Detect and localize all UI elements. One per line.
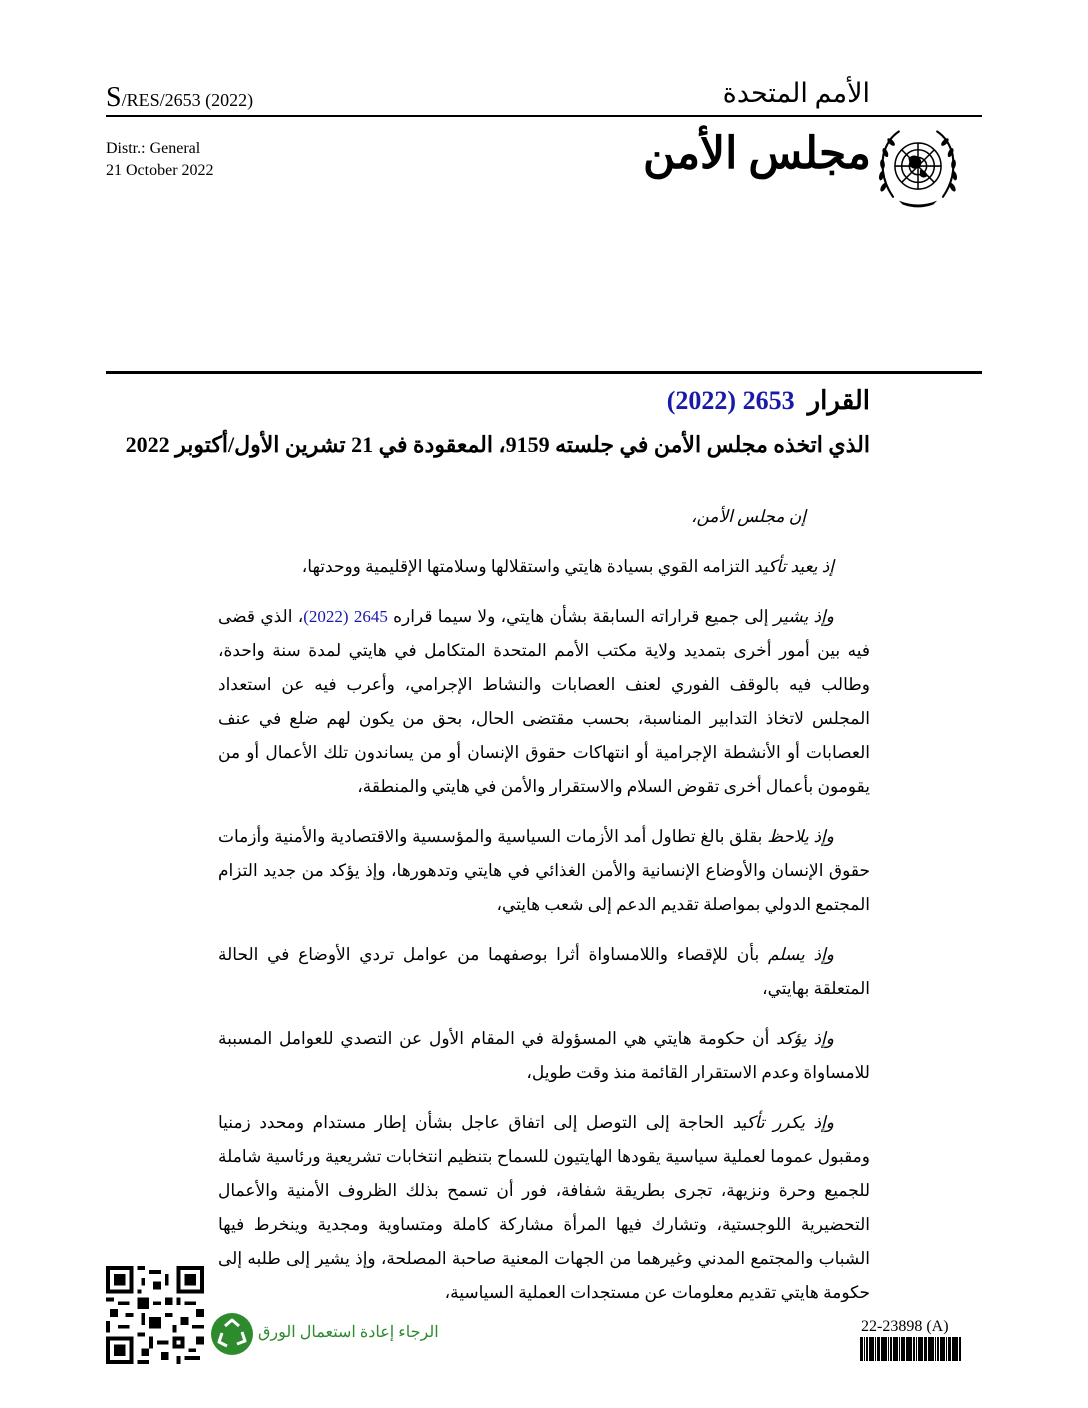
paragraph-text: التزامه القوي بسيادة هايتي واستقلالها وسلامتها الإقليمية ووحدتها، [301,557,755,576]
barcode-icon [860,1337,976,1361]
preamble-paragraph [218,820,870,922]
resolution-title-word: القرار [807,386,870,415]
un-emblem-icon [870,120,966,216]
organization-name: الأمم المتحدة [722,78,870,108]
council-name: مجلس الأمن [642,129,871,178]
document-symbol-rest: /RES/2653 (2022) [121,90,254,110]
section-rule [106,371,982,374]
paragraph-lead: وإذ يلاحظ [767,827,834,846]
paragraph-lead: وإذ يكرر تأكيد [732,1113,834,1132]
document-symbol-prefix: S [106,82,122,113]
resolution-link[interactable]: 2645 (2022) [303,607,388,626]
preamble-paragraph [218,1106,870,1310]
paragraph-lead: إذ يعيد تأكيد [754,557,834,576]
recycle-icon [210,1312,254,1356]
preamble-paragraph [218,938,870,1006]
header-rule [106,115,982,117]
preamble-paragraph [218,600,870,804]
paragraph-text: بقلق بالغ تطاول أمد الأزمات السياسية والمؤسسية والاقتصادية والأمنية وأزمات حقوق الإنسان والأوضاع الإنسانية والأمن الغذائي في هايتي وتدهورها، وإذ يؤكد من جديد التزام المجتمع الدولي بمواصلة تقديم الدعم إلى شعب هايتي، [218,827,870,914]
preamble-paragraph [218,1022,870,1090]
paragraph-lead: وإذ يسلم [767,945,835,964]
distribution-label: Distr.: General [106,140,201,157]
paragraph-text: أن حكومة هايتي هي المسؤولة في المقام الأول عن التصدي للعوامل المسببة للامساواة وعدم الاستقرار القائمة منذ وقت طويل، [218,1029,870,1082]
paragraph-lead: وإذ يؤكد [776,1029,834,1048]
distribution-block [106,138,214,182]
preamble-opening [218,500,870,534]
paragraph-text: ، الذي قضى فيه بين أمور أخرى بتمديد ولاية مكتب الأمم المتحدة المتكامل في هايتي لمدة سنة واحدة، وطالب فيه بالوقف الفوري لعنف العصابات والنشاط الإجرامي، وأعرب فيه عن استعداد المجلس لاتخاذ التدابير المناسبة، بحسب مقتضى الحال، بحق من يكون لهم ضلع في عنف العصابات أو الأنشطة الإجرامية أو انتهاكات حقوق الإنسان أو من يساندون تلك الأعمال أو من يقومون بأعمال أخرى تقوض السلام والاستقرار والأمن في هايتي والمنطقة، [218,607,870,796]
preamble-paragraph [218,550,870,584]
resolution-number: 2653 (2022) [666,386,795,415]
recycle-text: الرجاء إعادة استعمال الورق [258,1324,439,1341]
qr-code-icon[interactable] [106,1266,204,1364]
document-symbol [106,82,253,114]
paragraph-lead: إن مجلس الأمن، [690,507,806,526]
paragraph-text: الحاجة إلى التوصل إلى اتفاق عاجل بشأن إطار مستدام ومحدد زمنيا ومقبول عموما لعملية سياسية يقودها الهايتيون للسماح بتنظيم انتخابات تشريعية ورئاسية شاملة للجميع وحرة ونزيهة، تجرى بطريقة شفافة، فور أن تسمح بذلك الظروف الأمنية والأعمال التحضيرية اللوجستية، وتشارك فيها المرأة مشاركة كاملة ومتساوية ومجدية وينخرط فيها الشباب والمجتمع المدني وغيرهما من الجهات المعنية صاحبة المصلحة، وإذ يشير إلى طلبه إلى حكومة هايتي تقديم معلومات عن مستجدات العملية السياسية، [218,1113,870,1302]
document-date: 21 October 2022 [106,162,214,179]
resolution-subtitle: الذي اتخذه مجلس الأمن في جلسته 9159، المعقودة في 21 تشرين الأول/أكتوبر 2022 [125,432,870,457]
resolution-title [667,386,870,416]
document-number: 22-23898 (A) [861,1318,949,1335]
paragraph-text: إلى جميع قراراته السابقة بشأن هايتي، ولا سيما قراره [387,607,774,626]
resolution-body [218,500,870,1326]
paragraph-lead: وإذ يشير [773,607,834,626]
paragraph-text: بأن للإقصاء واللامساواة أثرا بوصفهما من عوامل تردي الأوضاع في الحالة المتعلقة بهايتي، [218,945,870,998]
